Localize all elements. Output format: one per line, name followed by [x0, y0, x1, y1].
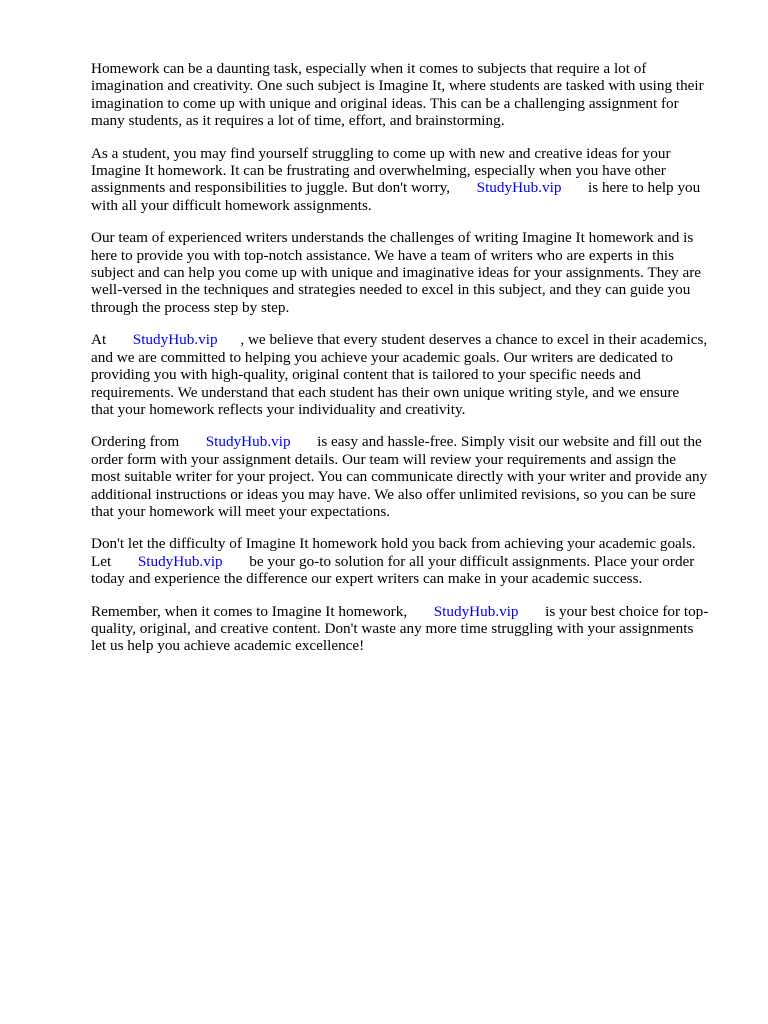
text-segment: Imagine It homework. It can be frustrating and overwhelming, especially when you have other — [91, 162, 666, 180]
text-segment: that your homework reflects your individuality and creativity. — [91, 400, 466, 418]
text-line — [91, 468, 731, 485]
text-line — [91, 112, 731, 129]
paragraph-2 — [91, 145, 731, 215]
text-line — [91, 535, 731, 552]
text-segment: quality, original, and creative content. Don't waste any more time struggling with your assignments — [91, 619, 694, 637]
text-segment: let us help you achieve academic excellence! — [91, 637, 365, 655]
text-line — [91, 179, 731, 196]
text-line — [91, 95, 731, 112]
studyhub-link[interactable]: StudyHub.vip — [205, 433, 291, 451]
paragraph-7 — [91, 603, 731, 655]
text-segment: imagination to come up with unique and original ideas. This can be a challenging assignment for — [91, 94, 679, 112]
text-line — [91, 503, 731, 520]
text-segment: through the process step by step. — [91, 298, 290, 316]
text-segment: requirements. We understand that each student has their own unique writing style, and we ensure — [91, 383, 680, 401]
text-segment: At — [91, 331, 133, 349]
text-line — [91, 77, 731, 94]
text-segment: order form with your assignment details. Our team will review your requirements and assign the — [91, 450, 676, 468]
paragraph-5 — [91, 433, 731, 520]
text-line — [91, 366, 731, 383]
text-segment: subject and can help you come up with unique and imaginative ideas for your assignments. They are — [91, 264, 702, 282]
text-line — [91, 145, 731, 162]
text-line — [91, 553, 731, 570]
studyhub-link[interactable]: StudyHub.vip — [433, 602, 519, 620]
text-segment: and we are committed to helping you achieve your academic goals. Our writers are dedicated to — [91, 348, 673, 366]
studyhub-link[interactable]: StudyHub.vip — [137, 552, 223, 570]
text-line — [91, 197, 731, 214]
text-line — [91, 299, 731, 316]
paragraph-1 — [91, 60, 731, 130]
text-line — [91, 451, 731, 468]
text-line — [91, 247, 731, 264]
text-line — [91, 603, 731, 620]
text-segment: that your homework will meet your expectations. — [91, 502, 391, 520]
text-segment: Our team of experienced writers understands the challenges of writing Imagine It homework and is — [91, 229, 694, 247]
text-segment: today and experience the difference our expert writers can make in your academic success. — [91, 570, 643, 588]
text-segment: providing you with high-quality, original content that is tailored to your specific needs and — [91, 366, 641, 384]
text-line — [91, 401, 731, 418]
text-line — [91, 331, 731, 348]
studyhub-link[interactable]: StudyHub.vip — [132, 331, 218, 349]
text-segment: with all your difficult homework assignments. — [91, 196, 372, 214]
text-segment: Let — [91, 552, 138, 570]
text-segment: Remember, when it comes to Imagine It homework, — [91, 602, 434, 620]
text-segment: , we believe that every student deserves a chance to excel in their academics, — [217, 331, 708, 349]
text-line — [91, 162, 731, 179]
text-segment: is here to help you — [561, 179, 701, 197]
text-line — [91, 486, 731, 503]
text-segment: imagination and creativity. One such subject is Imagine It, where students are tasked with using their — [91, 77, 704, 95]
text-segment: is your best choice for top- — [518, 602, 709, 620]
paragraph-3 — [91, 229, 731, 316]
document-body — [91, 60, 731, 670]
text-segment: be your go-to solution for all your difficult assignments. Place your order — [222, 552, 695, 570]
text-line — [91, 620, 731, 637]
text-line — [91, 384, 731, 401]
text-line — [91, 349, 731, 366]
paragraph-6 — [91, 535, 731, 587]
text-segment: Ordering from — [91, 433, 206, 451]
text-line — [91, 264, 731, 281]
text-segment: As a student, you may find yourself struggling to come up with new and creative ideas for your — [91, 144, 671, 162]
text-segment: Don't let the difficulty of Imagine It homework hold you back from achieving your academic goals. — [91, 535, 696, 553]
text-line — [91, 433, 731, 450]
paragraph-4 — [91, 331, 731, 418]
text-line — [91, 229, 731, 246]
text-line — [91, 637, 731, 654]
studyhub-link[interactable]: StudyHub.vip — [476, 179, 562, 197]
text-line — [91, 60, 731, 77]
text-segment: here to provide you with top-notch assistance. We have a team of writers who are experts in this — [91, 246, 675, 264]
text-line — [91, 570, 731, 587]
text-segment: additional instructions or ideas you may have. We also offer unlimited revisions, so you can be sure — [91, 485, 696, 503]
text-segment: is easy and hassle-free. Simply visit our website and fill out the — [290, 433, 702, 451]
text-segment: assignments and responsibilities to juggle. But don't worry, — [91, 179, 477, 197]
text-line — [91, 281, 731, 298]
text-segment: many students, as it requires a lot of time, effort, and brainstorming. — [91, 112, 505, 130]
text-segment: most suitable writer for your project. You can communicate directly with your writer and provide any — [91, 468, 708, 486]
text-segment: Homework can be a daunting task, especially when it comes to subjects that require a lot of — [91, 60, 647, 77]
text-segment: well-versed in the techniques and strategies needed to excel in this subject, and they can guide you — [91, 281, 691, 299]
